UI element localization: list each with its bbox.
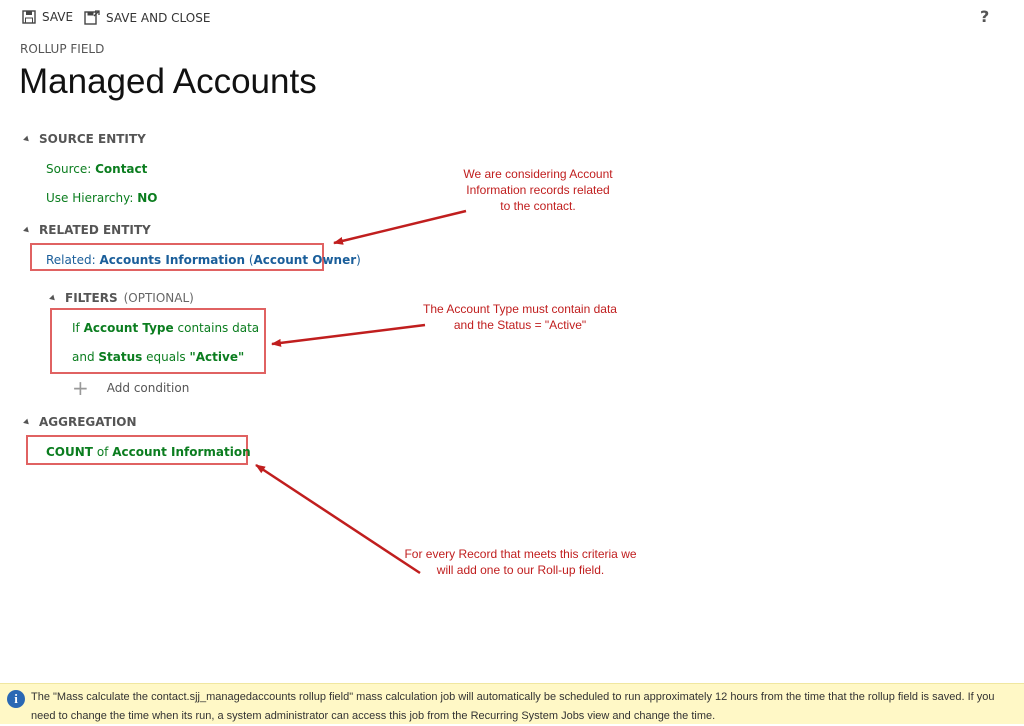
relationship-link[interactable]: Account Owner [253,253,357,267]
source-prefix: Source: [46,162,92,176]
filter-and: and [72,350,95,364]
plus-icon: + [72,376,89,400]
save-close-label: SAVE AND CLOSE [106,10,211,25]
aggregation-heading: AGGREGATION [39,415,137,429]
notification-message: The "Mass calculate the contact.sjj_managedaccounts rollup field" mass calculation job will automatically be scheduled to run approximately 12 hours from the time that the rollup field is saved. If you need to change the time when its run, a system administrator can access this job from the Recurring System Jobs view and change the time. [31,691,995,722]
filter-field-2: Status [98,350,143,364]
form-type-label: ROLLUP FIELD [20,42,105,56]
source-value: Contact [95,162,148,176]
aggregate-of: of [96,445,109,459]
hierarchy-value: NO [137,191,158,205]
related-entity-heading: RELATED ENTITY [39,223,151,237]
filter-value-2: "Active" [189,350,245,364]
arrow-aggregation [256,465,420,573]
annotation-note-filters: The Account Type must contain data and the Status = "Active" [423,302,617,332]
annotation-note-related: We are considering Account Information records related to the contact. [463,167,613,213]
info-icon: i [7,690,25,708]
aggregate-target: Account Information [112,445,251,459]
filter-op-1: contains data [177,321,260,335]
help-icon[interactable]: ? [980,7,990,26]
related-prefix: Related: [46,253,96,267]
arrow-filters [272,325,425,344]
paren-open: ( [248,253,254,267]
filter-if: If [72,321,80,335]
paren-close: ) [356,253,361,267]
page-title: Managed Accounts [19,62,317,101]
filter-op-2: equals [146,350,186,364]
source-entity-heading: SOURCE ENTITY [39,132,146,146]
aggregate-function: COUNT [46,445,93,459]
add-condition-label: Add condition [106,381,190,395]
save-label: SAVE [42,10,74,24]
annotation-note-aggregation: For every Record that meets this criteria we will add one to our Roll-up field. [404,547,637,577]
arrow-related [334,211,466,243]
filters-heading: FILTERS [65,291,118,305]
filter-field-1: Account Type [83,321,174,335]
related-entity-link[interactable]: Accounts Information [99,253,245,267]
filters-optional-label: (OPTIONAL) [123,291,194,305]
notification-banner [0,683,1024,724]
hierarchy-prefix: Use Hierarchy: [46,191,134,205]
